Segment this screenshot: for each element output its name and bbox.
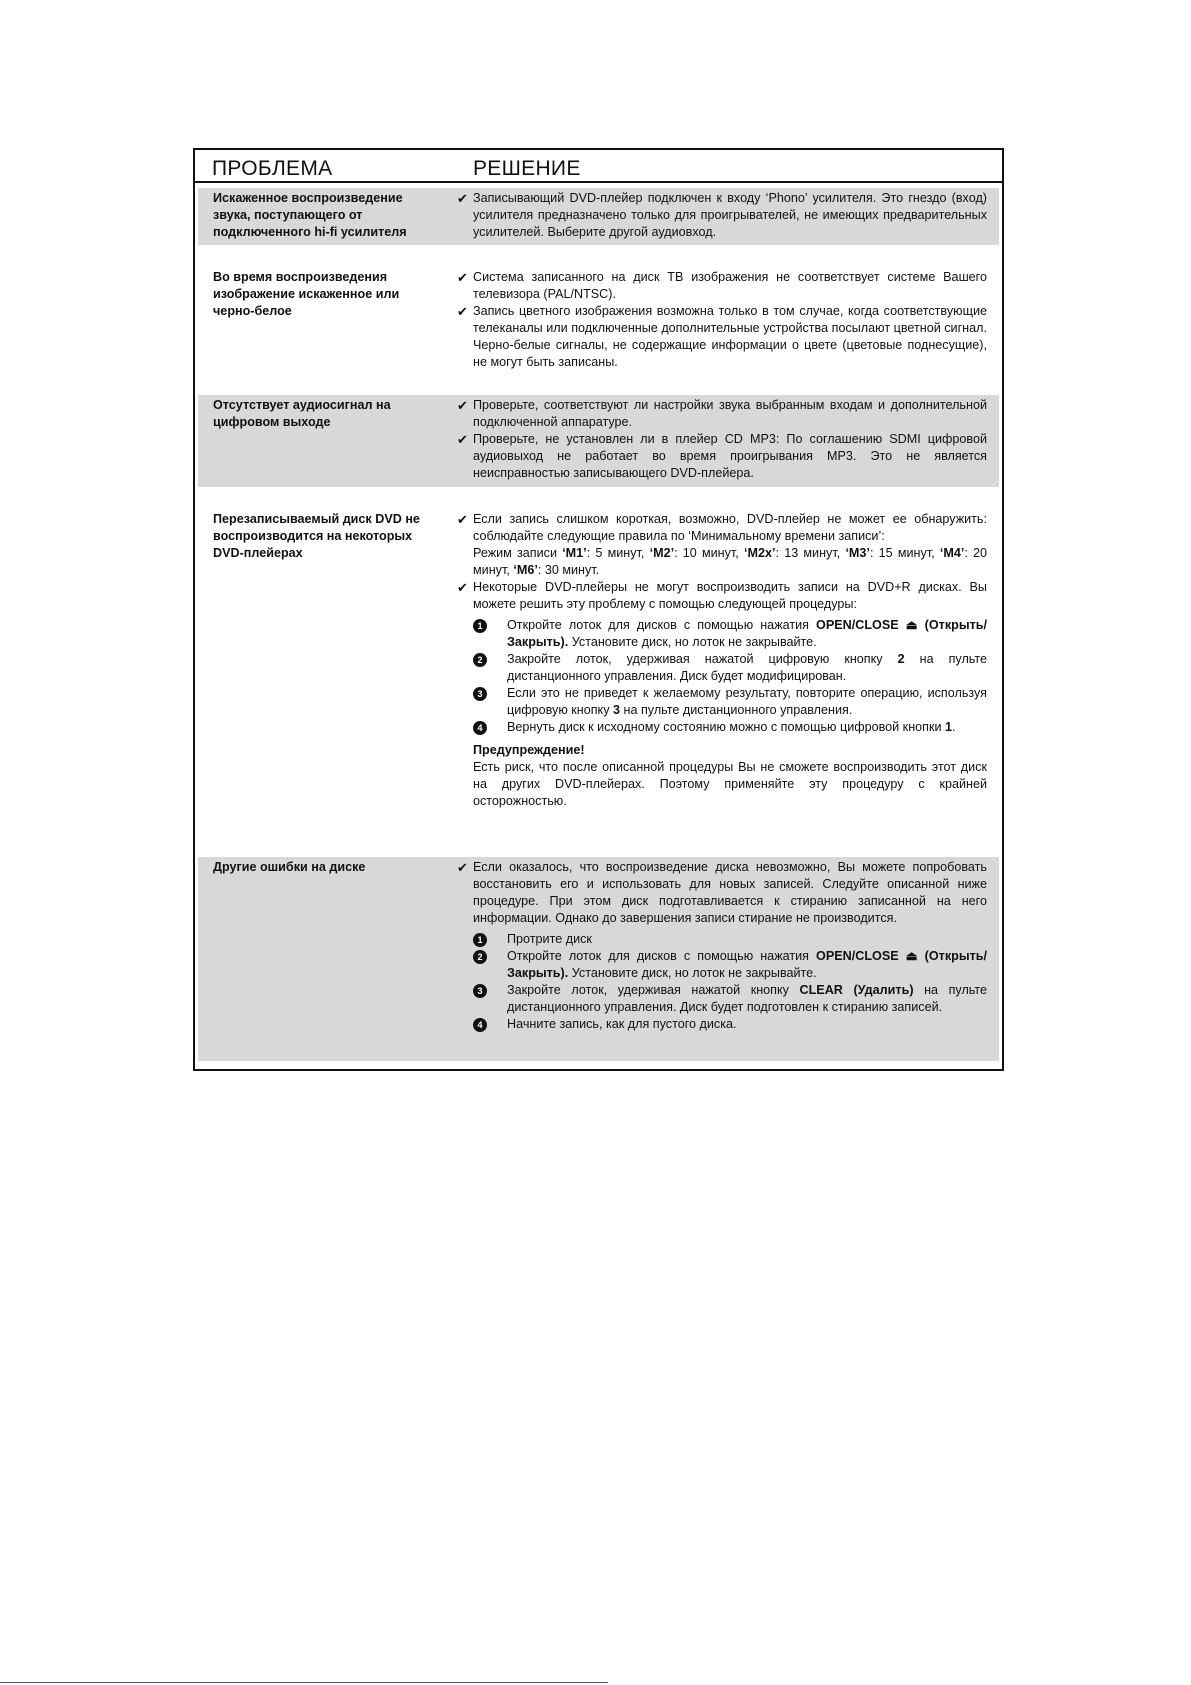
procedure-step: [457, 719, 987, 736]
solution-item: [457, 190, 987, 241]
mode-m2x-time: : 13 минут,: [775, 546, 841, 560]
table-row: [195, 267, 1002, 373]
mode-m6: ‘M6’: [513, 563, 538, 577]
warning-title: Предупреждение!: [473, 743, 585, 757]
problem-text: Во время воспроизведения изображение искаженное или черно-белое: [213, 270, 400, 318]
problem-text: Искаженное воспроизведение звука, поступающего от подключенного hi-fi усилителя: [213, 191, 407, 239]
table-row: [198, 188, 999, 245]
solution-text: Система записанного на диск ТВ изображения не соответствует системе Вашего телевизора (PAL/NTSC).: [473, 270, 987, 301]
open-close-key: OPEN/CLOSE ⏏: [816, 949, 918, 963]
step-number-icon: 3: [473, 687, 487, 701]
check-icon: ✔: [457, 304, 468, 319]
solution-item: [457, 303, 987, 371]
step-text: Установите диск, но лоток не закрывайте.: [571, 966, 817, 980]
digit-key: 2: [897, 652, 905, 666]
clear-key: CLEAR (Удалить): [799, 983, 914, 997]
step-text: Установите диск, но лоток не закрывайте.: [571, 635, 817, 649]
step-number-icon: 2: [473, 653, 487, 667]
procedure-step: [457, 931, 987, 948]
mode-m4-time: : 20 минут,: [473, 546, 988, 577]
solution-text: Если запись слишком короткая, возможно, DVD-плейер не может ее обнаружить: соблюдайте следующие правила по ‘Минимальному времени записи’:: [473, 512, 987, 543]
solution-text: Проверьте, не установлен ли в плейер CD MP3: По соглашению SDMI цифровой аудиовыход не работает во время проигрывания MP3. Это не является неисправностью записывающего DVD-плейера.: [473, 432, 987, 480]
open-close-label: (Открыть/ Закрыть).: [507, 618, 987, 649]
mode-m2: ‘M2’: [649, 546, 675, 560]
solution-item: [457, 859, 987, 927]
header-problem: ПРОБЛЕМА: [212, 157, 333, 180]
solution-text: Некоторые DVD-плейеры не могут воспроизводить записи на DVD+R дисках. Вы можете решить эту проблему с помощью следующей процедуры:: [473, 580, 987, 611]
check-icon: ✔: [457, 860, 468, 875]
solution-item: [457, 397, 987, 431]
solution-item: [457, 269, 987, 303]
problem-text: Перезаписываемый диск DVD не воспроизводится на некоторых DVD-плейерах: [213, 512, 420, 560]
procedure-step: [457, 1016, 987, 1033]
step-number-icon: 4: [473, 721, 487, 735]
procedure-step: [457, 651, 987, 685]
solution-cell: [457, 269, 987, 371]
solution-cell: [457, 511, 987, 810]
mode-m1: ‘M1’: [562, 546, 587, 560]
step-text: Начните запись, как для пустого диска.: [507, 1017, 737, 1031]
step-text: Протрите диск: [507, 932, 592, 946]
procedure-step: [457, 617, 987, 651]
solution-cell: [457, 190, 987, 241]
solution-text: Если оказалось, что воспроизведение диска невозможно, Вы можете попробовать восстановить его и использовать для новых записей. Следуйте описанной ниже процедуре. При этом диск подготавливается к стиранию записанной на него информации. Однако до завершения записи стирание не производится.: [473, 860, 987, 925]
problem-text: Другие ошибки на диске: [213, 860, 366, 874]
step-text: .: [952, 720, 956, 734]
solution-cell: [457, 859, 987, 1033]
solution-text: Проверьте, соответствуют ли настройки звука выбранным входам и дополнительной подключенной аппаратуре.: [473, 398, 987, 429]
step-number-icon: 1: [473, 619, 487, 633]
mode-m2-time: : 10 минут,: [674, 546, 739, 560]
check-icon: ✔: [457, 580, 468, 595]
solution-item: [457, 431, 987, 482]
check-icon: ✔: [457, 270, 468, 285]
step-text: на пульте дистанционного управления. Диск будет подготовлен к стиранию записей.: [507, 983, 988, 1014]
procedure-step: [457, 685, 987, 719]
mode-m4: ‘M4’: [939, 546, 965, 560]
mode-m3: ‘M3’: [845, 546, 870, 560]
mode-m1-time: : 5 минут,: [586, 546, 645, 560]
step-text: Откройте лоток для дисков с помощью нажатия: [507, 618, 809, 632]
step-text: Закройте лоток, удерживая нажатой цифровую кнопку: [507, 652, 883, 666]
mode-m2x: ‘M2x’: [744, 546, 776, 560]
check-icon: ✔: [457, 398, 468, 413]
solution-text: Записывающий DVD-плейер подключен к входу ‘Phono’ усилителя. Это гнездо (вход) усилителя предназначено только для проигрывателей, не имеющих предварительных усилителей. Выберите другой аудиовход.: [473, 191, 987, 239]
table-row: [198, 395, 999, 487]
step-number-icon: 4: [473, 1018, 487, 1032]
step-number-icon: 2: [473, 950, 487, 964]
step-text: на пульте дистанционного управления. Диск будет модифицирован.: [507, 652, 987, 683]
header-solution: РЕШЕНИЕ: [473, 157, 581, 180]
table-row: [198, 857, 999, 1061]
mode-m6-time: : 30 минут.: [537, 563, 600, 577]
problem-text: Отсутствует аудиосигнал на цифровом выходе: [213, 398, 391, 429]
step-text: Откройте лоток для дисков с помощью нажатия: [507, 949, 809, 963]
solution-item: [457, 579, 987, 613]
modes-prefix: Режим записи: [473, 546, 557, 560]
step-text: на пульте дистанционного управления.: [623, 703, 853, 717]
procedure-step: [457, 982, 987, 1016]
open-close-label: (Открыть/ Закрыть).: [507, 949, 987, 980]
page-bottom-rule: [0, 1682, 608, 1683]
warning-block: [457, 742, 987, 810]
step-text: Вернуть диск к исходному состоянию можно с помощью цифровой кнопки: [507, 720, 942, 734]
troubleshooting-table: [193, 148, 1004, 1071]
solution-cell: [457, 397, 987, 482]
warning-text: Есть риск, что после описанной процедуры Вы не сможете воспроизводить этот диск на других DVD-плейерах. Поэтому применяйте эту процедуру с крайней осторожностью.: [473, 760, 987, 808]
recording-modes: [457, 545, 987, 579]
step-text: Если это не приведет к желаемому результату, повторите операцию, используя цифровую кнопку: [507, 686, 987, 717]
solution-item: [457, 511, 987, 545]
check-icon: ✔: [457, 191, 468, 206]
digit-key: 3: [613, 703, 621, 717]
open-close-key: OPEN/CLOSE ⏏: [816, 618, 918, 632]
mode-m3-time: : 15 минут,: [869, 546, 935, 560]
procedure-step: [457, 948, 987, 982]
solution-text: Запись цветного изображения возможна только в том случае, когда соответствующие телеканалы или подключенные дополнительные устройства посылают цветной сигнал. Черно-белые сигналы, не содержащие информации о цвете (цветовые поднесущие), не могут быть записаны.: [473, 304, 987, 369]
table-row: [195, 509, 1002, 837]
digit-key: 1: [945, 720, 953, 734]
step-text: Закройте лоток, удерживая нажатой кнопку: [507, 983, 789, 997]
step-number-icon: 1: [473, 933, 487, 947]
step-number-icon: 3: [473, 984, 487, 998]
check-icon: ✔: [457, 512, 468, 527]
check-icon: ✔: [457, 432, 468, 447]
table-header-row: [195, 150, 1002, 183]
